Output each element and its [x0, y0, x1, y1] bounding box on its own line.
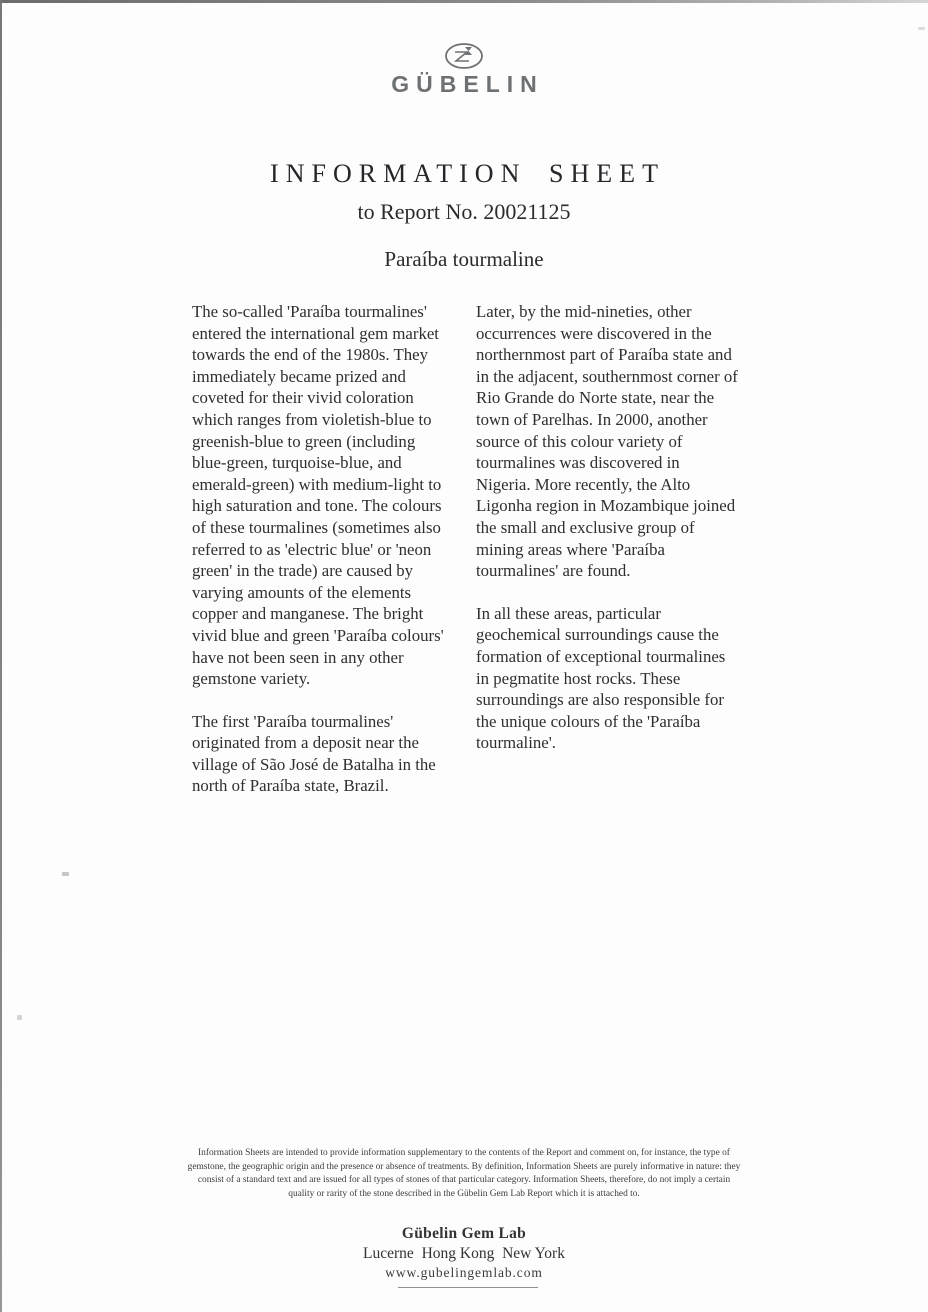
- footer-locations: Lucerne Hong Kong New York: [363, 1245, 565, 1262]
- footer-lab-name: Gübelin Gem Lab: [401, 1225, 527, 1242]
- page-title: INFORMATION SHEET: [270, 159, 665, 188]
- footer-website: www.gubelingemlab.com: [385, 1265, 543, 1280]
- subject-heading: Paraíba tourmaline: [384, 247, 544, 271]
- disclaimer-fine-print: Information Sheets are intended to provide information supplementary to the contents of the Report and comment on, for instance, the type of gemstone, the geographic origin and the presence or absence of treatments. By definition, Information Sheets are purely informative in nature: they consist of a standard text and are issued for all types of stones of that particular category. Information Sheets, therefore, do not imply a certain quality or rarity of the stone described in the Gübelin Gem Lab Report which it is attached to.: [187, 1148, 741, 1199]
- body-columns: [192, 301, 738, 797]
- scan-artifact: [17, 1015, 22, 1020]
- scan-edge-left: [0, 0, 2, 1312]
- left-column: [192, 301, 449, 797]
- paragraph-geochemistry: In all these areas, particular geochemical surroundings cause the formation of exceptional tourmalines in pegmatite host rocks. These surroundings are also responsible for the unique colours of the 'Paraíba tourmaline'.: [476, 603, 726, 753]
- paragraph-intro: The so-called 'Paraíba tourmalines' entered the international gem market towards the end of the 1980s. They immediately became prized and coveted for their vivid coloration which ranges from violetish-blue to greenish-blue to green (including blue-green, turquoise-blue, and emerald-green) with medium-light to high saturation and tone. The colours of these tourmalines (sometimes also referred to as 'electric blue' or 'neon green' in the trade) are caused by varying amounts of the elements copper and manganese. The bright vivid blue and green 'Paraíba colours' have not been seen in any other gemstone variety.: [192, 302, 444, 689]
- scan-artifact: [62, 872, 69, 876]
- paragraph-first-deposit: The first 'Paraíba tourmalines' originated from a deposit near the village of São José de Batalha in the north of Paraíba state, Brazil.: [192, 711, 436, 796]
- right-column: [476, 301, 738, 797]
- brand-wordmark: GÜBELIN: [391, 71, 544, 97]
- scan-edge-top: [0, 0, 928, 3]
- footer-rule: [398, 1287, 538, 1288]
- paragraph-other-occurrences: Later, by the mid-nineties, other occurrences were discovered in the northernmost part of Paraíba state and in the adjacent, southernmost corner of Rio Grande do Norte state, near the town of Parelhas. In 2000, another source of this colour variety of tourmalines was discovered in Nigeria. More recently, the Alto Ligonha region in Mozambique joined the small and exclusive group of mining areas where 'Paraíba tourmalines' are found.: [476, 302, 738, 581]
- scan-artifact: [918, 27, 925, 30]
- report-number-line: to Report No. 20021125: [357, 199, 571, 224]
